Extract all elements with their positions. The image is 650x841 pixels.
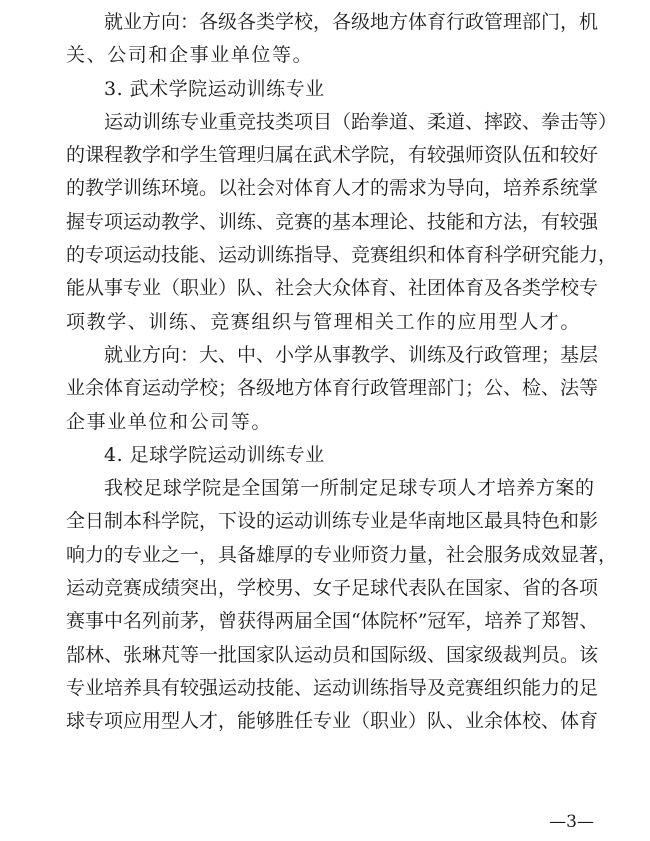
text-line: 响力的专业之一，具备雄厚的专业师资力量，社会服务成效显著， [66,543,618,566]
text-line: 的课程教学和学生管理归属在武术学院，有较强师资队伍和较好 [66,144,599,167]
page-number: —3— [549,812,594,832]
section-heading: 3. 武术学院运动训练专业 [104,77,325,100]
text-line: 就业方向：各级各类学校，各级地方体育行政管理部门，机 [104,11,599,33]
document-page [66,6,618,739]
text-line: 能从事专业（职业）队、社会大众体育、社团体育及各类学校专 [66,277,599,300]
text-line: 全日制本科学院，下设的运动训练专业是华南地区最具特色和影 [66,510,599,533]
text-line: 业余体育运动学校；各级地方体育行政管理部门；公、检、法等 [66,377,599,400]
text-line: 我校足球学院是全国第一所制定足球专项人才培养方案的 [104,477,594,500]
text-line: 赛事中名列前茅，曾获得两届全国“体院杯”冠军，培养了郑智、 [66,610,599,633]
text-line: 郜林、张琳芃等一批国家队运动员和国际级、国家级裁判员。该 [66,643,599,666]
text-line: 握专项运动教学、训练、竞赛的基本理论、技能和方法，有较强 [66,210,599,233]
text-line: 球专项应用型人才，能够胜任专业（职业）队、业余体校、体育 [66,710,599,733]
text-line: 企事业单位和公司等。 [66,410,273,433]
text-line: 就业方向：大、中、小学从事教学、训练及行政管理；基层 [104,343,599,366]
section-heading: 4. 足球学院运动训练专业 [104,443,325,466]
text-line: 的专项运动技能、运动训练指导、竞赛组织和体育科学研究能力， [66,244,618,267]
text-line: 专业培养具有较强运动技能、运动训练指导及竞赛组织能力的足 [66,676,599,699]
text-line: 运动竞赛成绩突出，学校男、女子足球代表队在国家、省的各项 [66,577,599,600]
text-line: 项教学、训练、竞赛组织与管理相关工作的应用型人才。 [66,310,582,333]
text-line: 运动训练专业重竞技类项目（跆拳道、柔道、摔跤、拳击等） [104,110,618,133]
text-line: 关、公司和企事业单位等。 [66,44,314,67]
text-line: 的教学训练环境。以社会对体育人才的需求为导向，培养系统掌 [66,177,599,200]
